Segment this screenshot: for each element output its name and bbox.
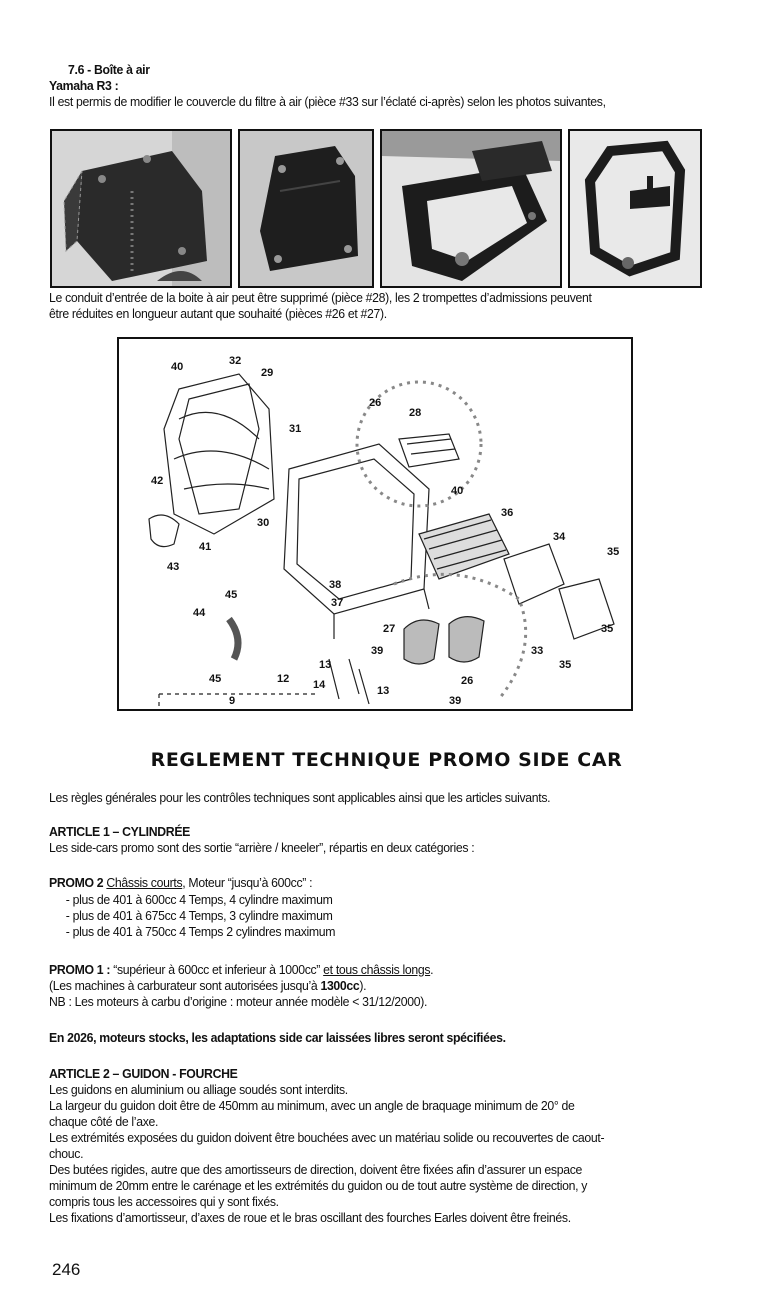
article2-line: chaque côté de l’axe.	[49, 1114, 159, 1129]
diagram-label: 37	[331, 597, 344, 609]
article2-line: compris tous les accessoires qui y sont fixés.	[49, 1194, 279, 1209]
article2-line: Les guidons en aluminium ou alliage soudés sont interdits.	[49, 1082, 348, 1097]
diagram-label: 30	[257, 517, 270, 529]
carb-line	[49, 978, 366, 994]
diagram-label: 33	[531, 645, 544, 657]
diagram-label: 44	[193, 607, 206, 619]
note-2026: En 2026, moteurs stocks, les adaptations side car laissées libres seront spécifiées.	[49, 1030, 506, 1045]
diagram-label: 13	[377, 685, 390, 697]
promo1-label: PROMO 1 :	[49, 962, 111, 977]
nb-line: NB : Les moteurs à carbu d’origine : moteur année modèle < 31/12/2000).	[49, 994, 428, 1009]
article2-line: Les fixations d’amortisseur, d’axes de roue et le bras oscillant des fourches Earles doivent être freinés.	[49, 1210, 571, 1225]
caption-line-1: Le conduit d’entrée de la boite à air peut être supprimé (pièce #28), les 2 trompettes d’admissions peuvent	[49, 290, 592, 305]
diagram-label: 41	[199, 541, 212, 553]
caption-line-2: être réduites en longueur autant que souhaité (pièces #26 et #27).	[49, 306, 387, 321]
page-number: 246	[52, 1260, 81, 1279]
diagram-label: 14	[313, 679, 326, 691]
diagram-label: 12	[277, 673, 290, 685]
promo2-label: PROMO 2	[49, 875, 104, 890]
diagram-label: 45	[225, 589, 238, 601]
promo2-item: - plus de 401 à 600cc 4 Temps, 4 cylindre maximum	[65, 892, 333, 907]
page-title: REGLEMENT TECHNIQUE PROMO SIDE CAR	[150, 749, 623, 771]
article2-line: La largeur du guidon doit être de 450mm au minimum, avec un angle de braquage minimum de 20° de	[49, 1098, 575, 1113]
section-subheading: Yamaha R3 :	[49, 78, 119, 93]
article2-line: Des butées rigides, autre que des amortisseurs de direction, doivent être fixées afin d’assurer un espace	[49, 1162, 583, 1177]
promo1-line	[49, 962, 433, 978]
diagram-label: 29	[261, 367, 274, 379]
carb-bold: 1300cc	[320, 978, 360, 993]
promo2-rest: , Moteur “jusqu’à 600cc” :	[182, 875, 313, 890]
airbox-cover-photo-2	[238, 129, 374, 288]
diagram-label: 39	[449, 695, 462, 707]
exploded-diagram	[117, 337, 633, 711]
article2-line: minimum de 20mm entre le carénage et les extrémités du guidon ou de tout autre système de direction, y	[49, 1178, 588, 1193]
diagram-label: 26	[461, 675, 474, 687]
diagram-label: 39	[371, 645, 384, 657]
airbox-cover-photo-3	[380, 129, 562, 288]
carb-text: (Les machines à carburateur sont autorisées jusqu’à	[49, 978, 321, 993]
diagram-label: 36	[501, 507, 514, 519]
diagram-label: 35	[601, 623, 614, 635]
diagram-label: 43	[167, 561, 180, 573]
airbox-cover-photo-1	[50, 129, 232, 288]
promo1-chassis: et tous châssis longs	[323, 962, 431, 977]
promo2-item: - plus de 401 à 675cc 4 Temps, 3 cylindre maximum	[65, 908, 333, 923]
carb-end: ).	[359, 978, 367, 993]
diagram-label: 38	[329, 579, 342, 591]
diagram-label: 27	[383, 623, 396, 635]
promo2-line	[49, 875, 312, 891]
general-rules: Les règles générales pour les contrôles techniques sont applicables ainsi que les articles suivants.	[49, 790, 551, 805]
section-heading: 7.6 - Boîte à air	[68, 62, 150, 77]
diagram-label: 32	[229, 355, 242, 367]
diagram-label: 26	[369, 397, 382, 409]
diagram-label: 45	[209, 673, 222, 685]
diagram-label: 13	[319, 659, 332, 671]
promo2-item: - plus de 401 à 750cc 4 Temps 2 cylindres maximum	[65, 924, 336, 939]
diagram-label: 42	[151, 475, 164, 487]
promo1-end: .	[430, 962, 434, 977]
promo2-chassis: Châssis courts	[106, 875, 183, 890]
article2-line: Les extrémités exposées du guidon doivent être bouchées avec un matériau solide ou recouvertes de caout-	[49, 1130, 605, 1145]
diagram-label: 40	[451, 485, 464, 497]
article2-heading: ARTICLE 2 – GUIDON - FOURCHE	[49, 1066, 238, 1081]
diagram-label: 40	[171, 361, 184, 373]
diagram-label: 35	[607, 546, 620, 558]
diagram-label: 35	[559, 659, 572, 671]
article2-line: chouc.	[49, 1146, 84, 1161]
diagram-label: 31	[289, 423, 302, 435]
diagram-label: 9	[229, 695, 236, 707]
section-intro: Il est permis de modifier le couvercle du filtre à air (pièce #33 sur l’éclaté ci-après) selon les photos suivantes,	[49, 94, 606, 109]
diagram-label: 34	[553, 531, 566, 543]
diagram-label: 28	[409, 407, 422, 419]
airbox-cover-photo-4	[568, 129, 702, 288]
promo1-text: “supérieur à 600cc et inferieur à 1000cc”	[110, 962, 324, 977]
article1-text: Les side-cars promo sont des sortie “arrière / kneeler”, répartis en deux catégories :	[49, 840, 475, 855]
article1-heading: ARTICLE 1 – CYLINDRÉE	[49, 824, 191, 839]
